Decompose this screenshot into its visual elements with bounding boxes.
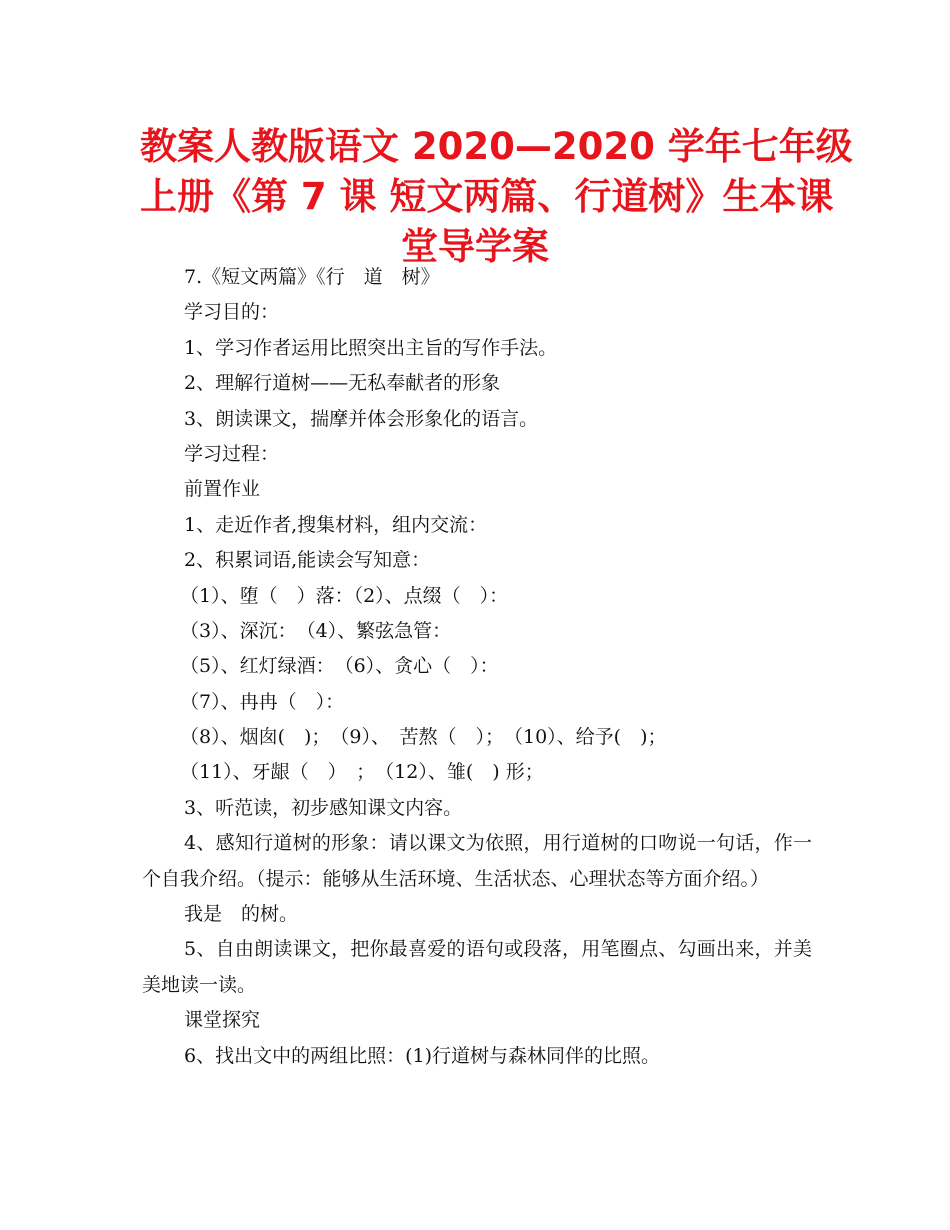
prework-item-2: 2、积累词语,能读会写知意： — [184, 549, 431, 572]
vocab-row-3: （5）、红灯绿酒： （6）、贪心（ ）： — [180, 655, 499, 678]
prework-item-1: 1、走近作者,搜集材料，组内交流： — [184, 513, 488, 536]
goal-item-1: 1、学习作者运用比照突出主旨的写作手法。 — [184, 336, 558, 359]
vocab-row-4: （7）、冉冉（ ）： — [180, 690, 345, 713]
title-line-1: 教案人教版语文 2020—2020 学年七年级 — [140, 125, 853, 168]
title-line-2: 上册《第 7 课 短文两篇、行道树》生本课 — [140, 175, 834, 218]
section-heading-inquiry: 课堂探究 — [184, 1009, 261, 1032]
vocab-row-2: （3）、深沉： （4）、繁弦急管： — [180, 619, 452, 642]
vocab-row-5: （8）、烟囱( )； （9）、 苦熬（ ）； （10）、给予( )； — [180, 726, 667, 749]
prework-item-3: 3、听范读，初步感知课文内容。 — [184, 796, 463, 819]
goal-item-2: 2、理解行道树——无私奉献者的形象 — [184, 372, 501, 395]
inquiry-item-6: 6、找出文中的两组比照：(1)行道树与森林同伴的比照。 — [184, 1044, 661, 1067]
vocab-row-6: （11）、牙龈（ ） ； （12）、雏( ) 形； — [180, 761, 544, 784]
title-line-3: 堂导学案 — [401, 225, 549, 268]
section-heading-goals: 学习目的： — [184, 301, 280, 324]
document-body — [142, 260, 812, 1074]
vocab-row-1: （1）、堕（ ）落：（2）、点缀（ ）： — [180, 584, 509, 607]
goal-item-3: 3、朗读课文，揣摩并体会形象化的语言。 — [184, 407, 539, 430]
prework-item-5: 5、自由朗读课文，把你最喜爱的语句或段落，用笔圈点、勾画出来，并美美地读一读。 — [142, 938, 812, 996]
self-intro-line: 我是 的树。 — [184, 903, 299, 926]
section-heading-process: 学习过程： — [184, 442, 280, 465]
lesson-heading: 7.《短文两篇》《行 道 树》 — [184, 266, 440, 288]
document-title — [140, 122, 853, 272]
section-heading-prework: 前置作业 — [184, 478, 261, 501]
prework-item-4: 4、感知行道树的形象：请以课文为依照，用行道树的口吻说一句话，作一个自我介绍。（提示：能够从生活环境、生活状态、心理状态等方面介绍。） — [142, 832, 812, 890]
